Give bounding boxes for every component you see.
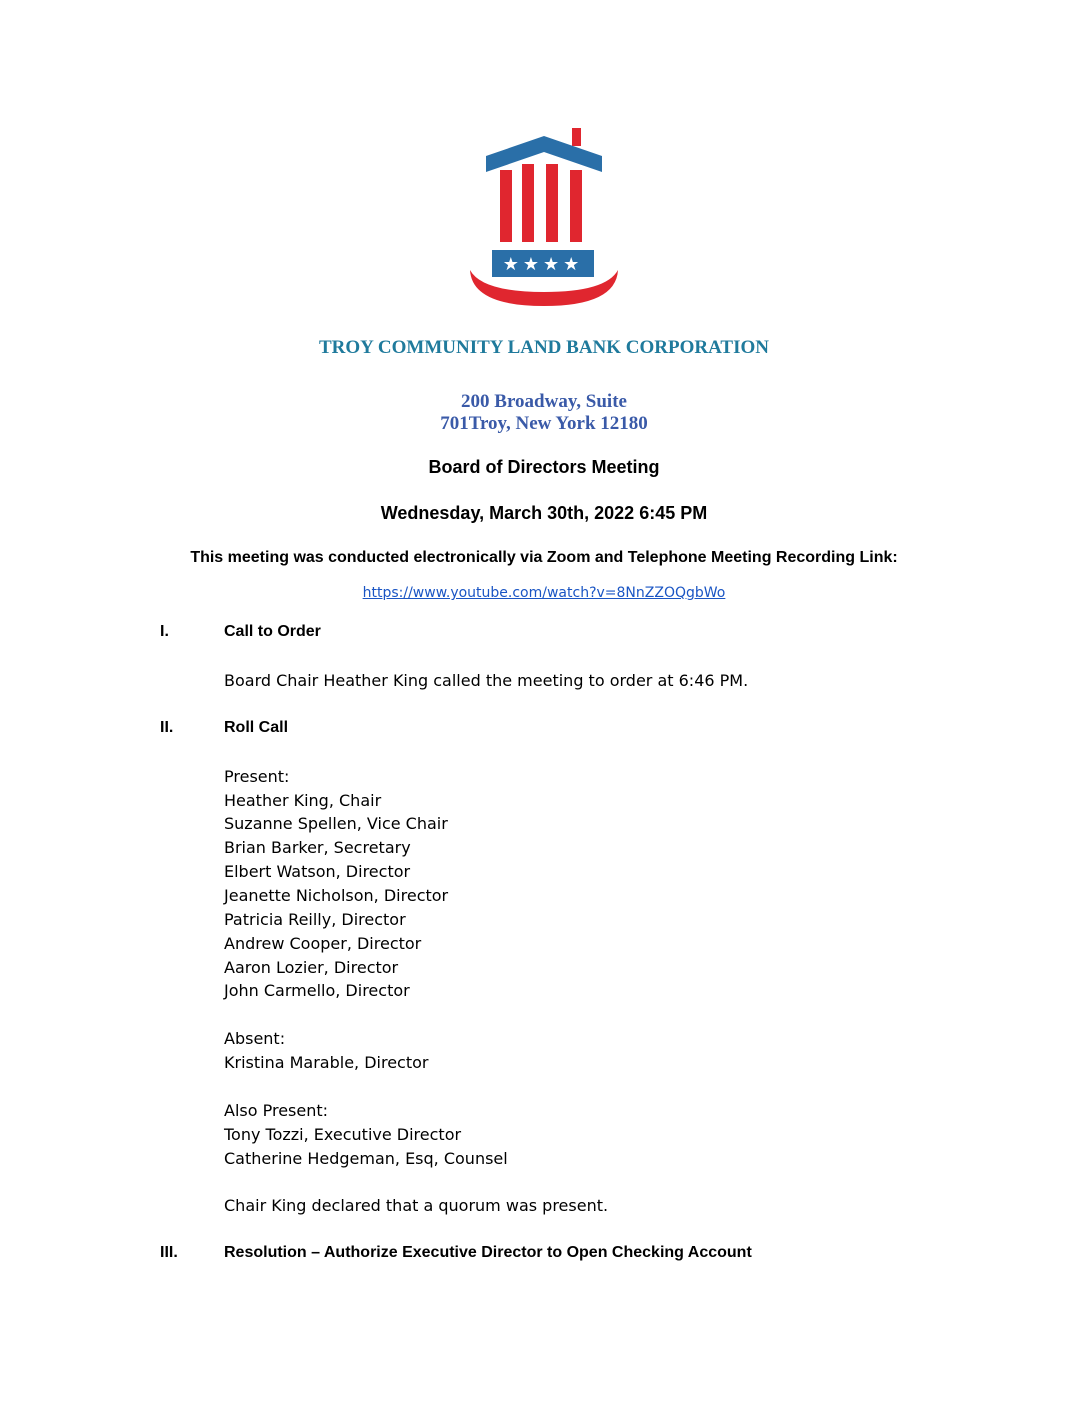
attendee: Aaron Lozier, Director [224,958,399,977]
address-line-2: 701Troy, New York 12180 [440,413,648,434]
attendee: Patricia Reilly, Director [224,910,406,929]
address-line-1: 200 Broadway, Suite [461,391,627,412]
quorum-statement: Chair King declared that a quorum was present. [224,1196,609,1215]
attendee: Heather King, Chair [224,791,382,810]
section-number: II. [160,719,174,736]
attendee: Suzanne Spellen, Vice Chair [224,814,448,833]
logo-column [522,164,534,242]
logo-column [500,170,512,242]
absent-label: Absent: [224,1029,286,1048]
also-present-label: Also Present: [224,1101,329,1120]
logo-stars: ★★★★ [502,254,584,275]
section-title-roll-call: Roll Call [224,719,289,736]
recording-link-container [0,585,1088,601]
section-title-resolution: Resolution – Authorize Executive Director to Open Checking Account [224,1244,752,1261]
attendee: Brian Barker, Secretary [224,838,411,857]
present-label: Present: [224,767,290,786]
conducted-note: This meeting was conducted electronically via Zoom and Telephone Meeting Recording Link: [190,549,898,566]
logo-chimney [572,128,581,146]
attendee: Elbert Watson, Director [224,862,411,881]
absentee: Kristina Marable, Director [224,1053,429,1072]
section-title-call-to-order: Call to Order [224,623,321,640]
staff-attendee: Tony Tozzi, Executive Director [224,1125,462,1144]
logo-column [546,164,558,242]
section-number: III. [160,1244,178,1261]
logo-column [570,170,582,242]
recording-link[interactable]: https://www.youtube.com/watch?v=8NnZZOQgbWo [362,585,726,601]
meeting-datetime: Wednesday, March 30th, 2022 6:45 PM [380,503,708,523]
attendee: John Carmello, Director [224,981,410,1000]
land-bank-logo [466,126,622,310]
organization-name: TROY COMMUNITY LAND BANK CORPORATION [318,337,770,358]
attendee: Andrew Cooper, Director [224,934,422,953]
staff-attendee: Catherine Hedgeman, Esq, Counsel [224,1149,508,1168]
logo-roof [486,136,602,172]
section-number: I. [160,623,169,640]
call-to-order-text: Board Chair Heather King called the meeting to order at 6:46 PM. [224,671,749,690]
meeting-title: Board of Directors Meeting [428,457,660,477]
attendee: Jeanette Nicholson, Director [224,886,449,905]
